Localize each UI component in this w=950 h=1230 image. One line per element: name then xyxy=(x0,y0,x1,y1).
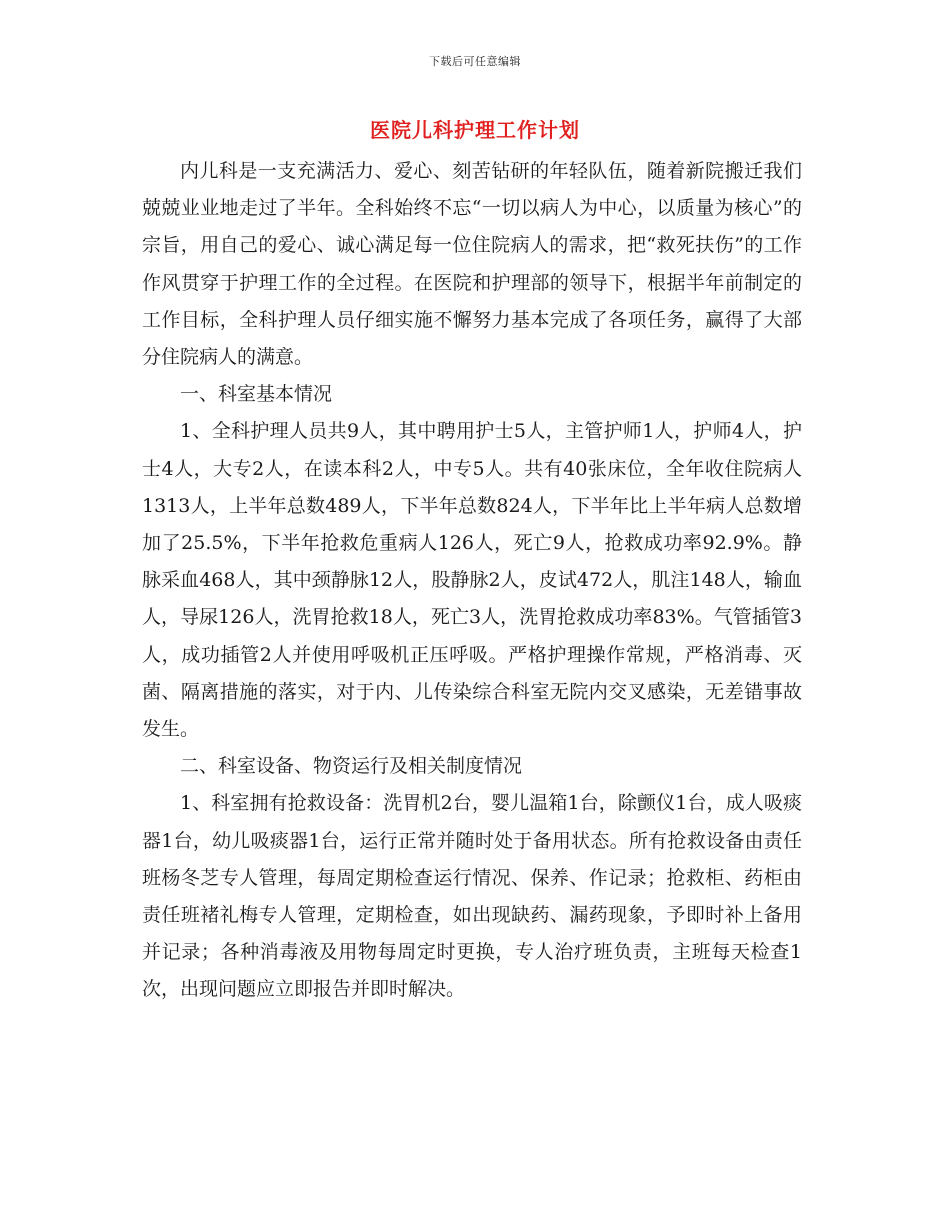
document-body xyxy=(142,153,802,1009)
staff-statistics-paragraph: 1、全科护理人员共9人，其中聘用护士5人，主管护师1人，护师4人，护士4人，大专2人，在读本科2人，中专5人。共有40张床位，全年收住院病人1313人，上半年总数489人，下半年总数824人，下半年比上半年病人总数增加了25.5%，下半年抢救危重病人126人，死亡9人，抢救成功率92.9%。静脉采血468人，其中颈静脉12人，股静脉2人，皮试472人，肌注148人，输血 人，导尿126人，洗胃抢救18人，死亡3人，洗胃抢救成功率83%。气管插管3人，成功插管2人并使用呼吸机正压呼吸。严格护理操作常规，严格消毒、灭菌、隔离措施的落实，对于内、儿传染综合科室无院内交叉感染，无差错事故发生。 xyxy=(142,420,802,741)
equipment-paragraph: 1、科室拥有抢救设备：洗胃机2台，婴儿温箱1台，除颤仪1台，成人吸痰器1台，幼儿吸痰器1台，运行正常并随时处于备用状态。所有抢救设备由责任班杨冬芝专人管理，每周定期检查运行情况、保养、作记录；抢救柜、药柜由责任班褚礼梅专人管理，定期检查，如出现缺药、漏药现象，予即时补上备用并记录；各种消毒液及用物每周定时更换，专人治疗班负责，主班每天检查1次，出现问题应立即报告并即时解决。 xyxy=(142,792,802,1001)
section-heading-equipment: 二、科室设备、物资运行及相关制度情况 xyxy=(180,755,523,778)
section-heading-basic-situation: 一、科室基本情况 xyxy=(180,383,333,406)
header-note: 下载后可任意编辑 xyxy=(429,55,521,68)
intro-paragraph: 内儿科是一支充满活力、爱心、刻苦钻研的年轻队伍，随着新院搬迁我们兢兢业业地走过了半年。全科始终不忘“一切以病人为中心，以质量为核心”的宗旨，用自己的爱心、诚心满足每一位住院病人的需求，把“救死扶伤”的工作作风贯穿于护理工作的全过程。在医院和护理部的领导下，根据半年前制定的工作目标，全科护理人员仔细实施不懈努力基本完成了各项任务，赢得了大部分住院病人的满意。 xyxy=(142,160,802,369)
document-title: 医院儿科护理工作计划 xyxy=(370,118,580,142)
